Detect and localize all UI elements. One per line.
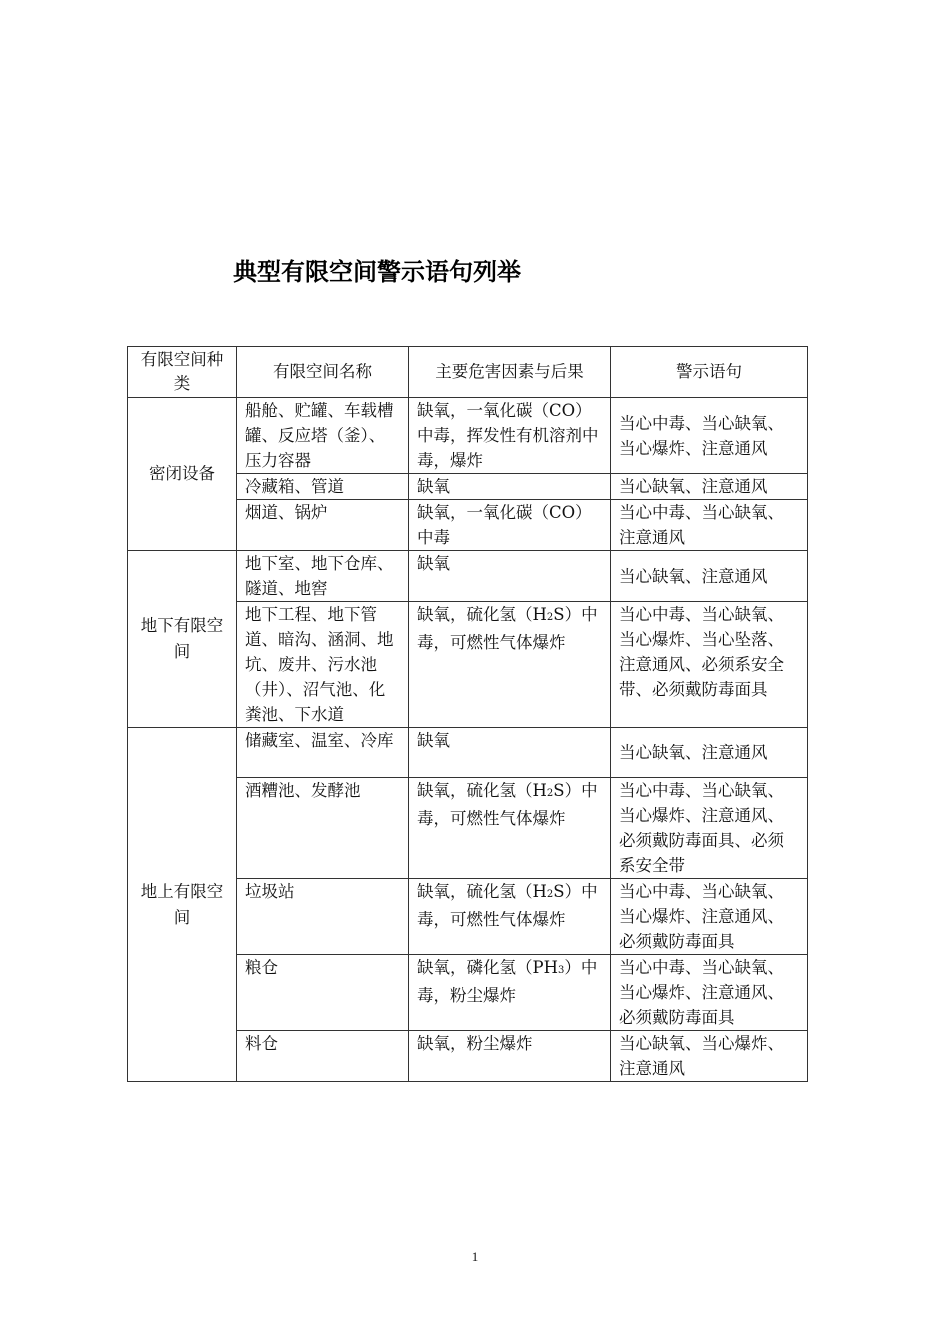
subscript: 2	[546, 889, 554, 900]
table-row	[128, 398, 808, 474]
warning-cell: 当心缺氧、注意通风	[611, 728, 808, 778]
header-warning: 警示语句	[611, 347, 808, 398]
subscript: 2	[546, 612, 554, 623]
space-name-cell: 料仓	[237, 1031, 409, 1082]
hazard-cell: 缺氧	[409, 474, 611, 500]
space-name-cell: 船舱、贮罐、车载槽罐、反应塔（釜）、压力容器	[237, 398, 409, 474]
category-cell: 密闭设备	[128, 398, 237, 551]
hazard-cell: 缺氧	[409, 728, 611, 778]
hazard-cell	[409, 778, 611, 879]
hazard-cell	[409, 879, 611, 955]
space-name-cell: 粮仓	[237, 955, 409, 1031]
space-name-cell: 储藏室、温室、冷库	[237, 728, 409, 778]
space-name-cell: 烟道、锅炉	[237, 500, 409, 551]
header-category: 有限空间种类	[128, 347, 237, 398]
space-name-cell: 冷藏箱、管道	[237, 474, 409, 500]
hazard-text-pre: 缺氧，硫化氢（H	[417, 605, 547, 624]
hazard-cell	[409, 602, 611, 728]
header-hazard: 主要危害因素与后果	[409, 347, 611, 398]
hazard-text-post: S）中毒，可燃性气体爆炸	[417, 882, 598, 929]
hazard-cell: 缺氧，粉尘爆炸	[409, 1031, 611, 1082]
warning-cell: 当心中毒、当心缺氧、当心爆炸、注意通风、必须戴防毒面具、必须系安全带	[611, 778, 808, 879]
space-name-cell: 酒糟池、发酵池	[237, 778, 409, 879]
warning-cell: 当心缺氧、当心爆炸、注意通风	[611, 1031, 808, 1082]
hazard-table	[127, 346, 808, 1082]
hazard-cell: 缺氧	[409, 551, 611, 602]
space-name-cell: 地下室、地下仓库、隧道、地窖	[237, 551, 409, 602]
hazard-cell: 缺氧，一氧化碳（CO）中毒	[409, 500, 611, 551]
document-title: 典型有限空间警示语句列举	[233, 258, 521, 286]
category-cell: 地下有限空间	[128, 551, 237, 728]
hazard-text-post: ）中毒，粉尘爆炸	[417, 958, 598, 1005]
warning-cell: 当心缺氧、注意通风	[611, 551, 808, 602]
subscript: 3	[558, 965, 565, 976]
hazard-text-pre: 缺氧，磷化氢（PH	[417, 958, 558, 977]
table-row	[128, 551, 808, 602]
table-header-row	[128, 347, 808, 398]
page-number: 1	[471, 1249, 479, 1264]
warning-cell: 当心中毒、当心缺氧、当心爆炸、注意通风	[611, 398, 808, 474]
table-row	[128, 728, 808, 778]
warning-cell: 当心中毒、当心缺氧、当心爆炸、注意通风、必须戴防毒面具	[611, 955, 808, 1031]
hazard-cell	[409, 955, 611, 1031]
hazard-text-pre: 缺氧，硫化氢（H	[417, 882, 547, 901]
header-name: 有限空间名称	[237, 347, 409, 398]
warning-cell: 当心中毒、当心缺氧、当心爆炸、注意通风、必须戴防毒面具	[611, 879, 808, 955]
space-name-cell: 垃圾站	[237, 879, 409, 955]
hazard-text-pre: 缺氧，硫化氢（H	[417, 781, 547, 800]
warning-cell: 当心缺氧、注意通风	[611, 474, 808, 500]
space-name-cell: 地下工程、地下管道、暗沟、涵洞、地坑、废井、污水池（井）、沼气池、化粪池、下水道	[237, 602, 409, 728]
subscript: 2	[546, 788, 554, 799]
warning-cell: 当心中毒、当心缺氧、当心爆炸、当心坠落、注意通风、必须系安全带、必须戴防毒面具	[611, 602, 808, 728]
warning-cell: 当心中毒、当心缺氧、注意通风	[611, 500, 808, 551]
hazard-text-post: S）中毒，可燃性气体爆炸	[417, 605, 598, 652]
category-cell: 地上有限空间	[128, 728, 237, 1082]
hazard-cell: 缺氧，一氧化碳（CO）中毒，挥发性有机溶剂中毒，爆炸	[409, 398, 611, 474]
hazard-text-post: S）中毒，可燃性气体爆炸	[417, 781, 598, 828]
